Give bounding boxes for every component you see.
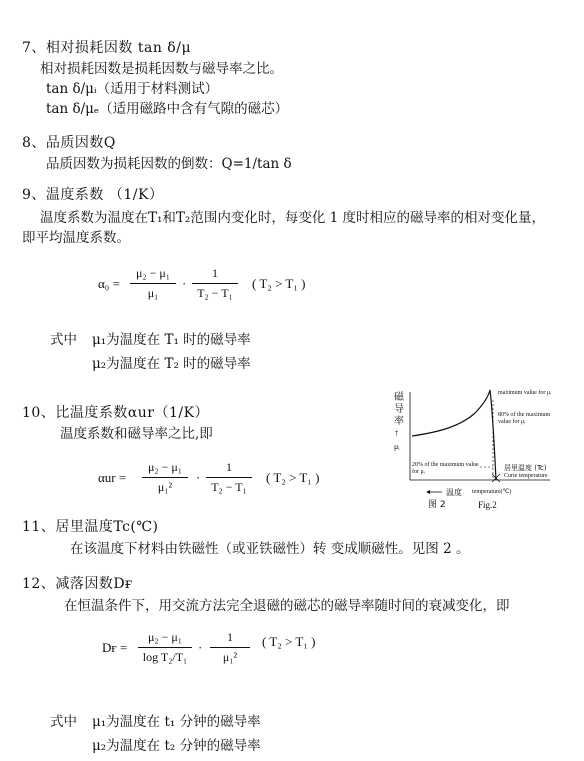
- formula-10-numerator-2: 1: [226, 460, 232, 474]
- formula-9-fraction-2: [192, 266, 238, 301]
- fraction-bar: [210, 647, 250, 648]
- figure-2: [390, 384, 560, 514]
- formula-9-fraction-1: [130, 266, 176, 301]
- figure-caption-cn: 图 2: [428, 500, 446, 510]
- section-11-heading: 11、居里温度Tc(℃): [22, 519, 159, 535]
- section-9-where-line-2: μ₂为温度在 T₂ 时的磁导率: [92, 356, 251, 372]
- formula-9-lhs: α₀ =: [98, 276, 120, 291]
- section-12-heading: 12、减落因数Dғ: [22, 576, 133, 592]
- formula-12-fraction-1: [138, 630, 192, 665]
- mu-label: μᵢ: [394, 442, 400, 451]
- formula-12-numerator-2: 1: [227, 630, 233, 644]
- formula-10-condition: ( T₂ > T₁ ): [266, 470, 320, 485]
- section-7-description: 相对损耗因数是损耗因数与磁导率之比。: [40, 61, 283, 77]
- section-9-where: 式中: [50, 332, 77, 348]
- section-7-formula-2: tan δ/μₑ（适用磁路中含有气隙的磁芯）: [46, 101, 289, 117]
- x-axis-label-cn: 温度: [446, 488, 462, 497]
- fraction-bar: [138, 647, 192, 648]
- y-axis-label-char-2: 导: [394, 404, 404, 415]
- section-11-description: 在该温度下材料由铁磁性（或亚铁磁性）转 变成顺磁性。见图 2 。: [70, 541, 470, 557]
- section-8-description: 品质因数为损耗因数的倒数：Q=1/tan δ: [46, 156, 292, 172]
- y-axis-label-char-1: 磁: [394, 392, 404, 403]
- formula-12-numerator: μ₂ − μ₁: [147, 630, 182, 644]
- formula-9-denominator-2: T₂ − T₁: [197, 286, 233, 300]
- section-7-heading: 7、相对损耗因数 tan δ/μ: [22, 40, 192, 56]
- formula-12-lhs: Dғ =: [102, 640, 128, 655]
- formula-10-denominator: μ₁²: [157, 480, 173, 494]
- pct80-note: 80% of the maximum value for μᵢ: [498, 412, 551, 425]
- formula-12-fraction-2: [210, 630, 250, 665]
- formula-9-numerator-2: 1: [212, 266, 218, 280]
- y-axis-arrow-icon: ↑: [394, 428, 399, 439]
- curie-label-en: Curie temperature: [504, 473, 548, 479]
- formula-10-fraction-1: [142, 460, 188, 495]
- formula-12-dot: ·: [198, 640, 203, 655]
- section-12-description: 在恒温条件下，用交流方法完全退磁的磁芯的磁导率随时间的衰减变化，即: [64, 598, 510, 614]
- section-7-formula-1: tan δ/μᵢ（适用于材料测试）: [46, 81, 219, 97]
- formula-12-denominator-2: μ₁²: [222, 650, 238, 664]
- fraction-bar: [130, 283, 176, 284]
- section-9-description-line-1: 温度系数为温度在T₁和T₂范围内变化时，每变化 1 度时相应的磁导率的相对变化量，: [40, 210, 546, 226]
- pct20-note: 20% of the maximum value for μᵢ: [412, 462, 479, 475]
- fraction-bar: [192, 283, 238, 284]
- fraction-bar: [206, 477, 252, 478]
- section-8-heading: 8、品质因数Q: [22, 135, 116, 151]
- formula-10-numerator: μ₂ − μ₁: [147, 460, 182, 474]
- formula-9-dot: ·: [182, 276, 187, 291]
- x-axis-label-en: temperature(℃): [472, 489, 512, 495]
- formula-9-denominator: μ₁: [147, 286, 159, 300]
- fraction-bar: [142, 477, 188, 478]
- formula-12-condition: ( T₂ > T₁ ): [262, 634, 316, 649]
- formula-9-numerator: μ₂ − μ₁: [135, 266, 170, 280]
- section-10-description: 温度系数和磁导率之比,即: [60, 426, 213, 442]
- y-axis-label-char-3: 率: [394, 416, 404, 427]
- formula-10-denominator-2: T₂ − T₁: [211, 480, 247, 494]
- section-12-where-line-1: μ₁为温度在 t₁ 分钟的磁导率: [92, 714, 261, 730]
- max-value-note: maximum value for μᵢ: [498, 390, 552, 396]
- formula-10-lhs: αur =: [98, 470, 127, 485]
- section-12-where: 式中: [50, 714, 77, 730]
- figure-caption-en: Fig.2: [478, 500, 497, 510]
- section-9-description-line-2: 即平均温度系数。: [22, 230, 130, 246]
- section-9-where-line-1: μ₁为温度在 T₁ 时的磁导率: [92, 332, 251, 348]
- section-9-heading: 9、温度系数 （1/K）: [22, 187, 164, 203]
- formula-10-dot: ·: [196, 470, 201, 485]
- section-12-where-line-2: μ₂为温度在 t₂ 分钟的磁导率: [92, 738, 261, 754]
- curie-label-cn: 居里温度 (Tc): [504, 464, 547, 472]
- formula-12-denominator: log T₂/T₁: [142, 650, 188, 664]
- formula-9-condition: ( T₂ > T₁ ): [252, 276, 306, 291]
- section-10-heading: 10、比温度系数αur（1/K）: [22, 405, 210, 421]
- formula-10-fraction-2: [206, 460, 252, 495]
